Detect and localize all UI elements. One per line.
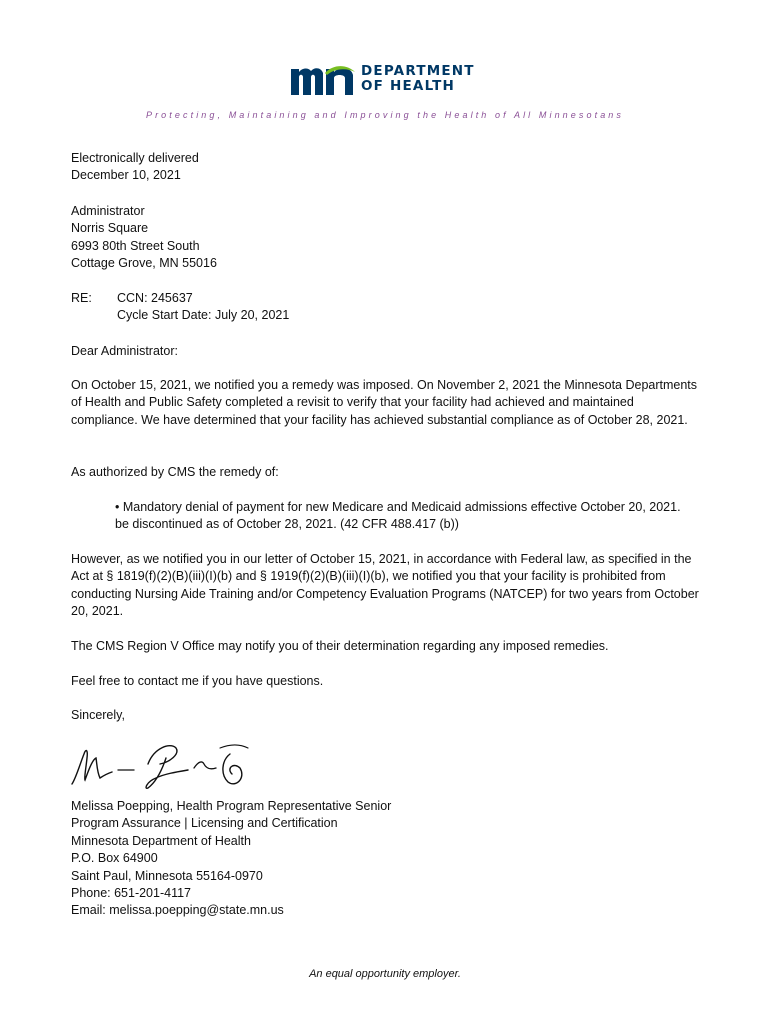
paragraph-contact: Feel free to contact me if you have questions.	[71, 674, 324, 688]
recipient-line: Cottage Grove, MN 55016	[71, 256, 217, 271]
remedy-bullet	[115, 499, 715, 534]
footer-equal-opportunity: An equal opportunity employer.	[309, 968, 461, 980]
recipient-line: Administrator	[71, 204, 145, 218]
tagline: Protecting, Maintaining and Improving the Health of All Minnesotans	[145, 110, 625, 120]
logo-line-2: OF HEALTH	[361, 77, 456, 94]
delivery-block	[71, 150, 711, 185]
mn-logo-mark-icon	[289, 63, 359, 97]
paragraph-remedy-notice: On October 15, 2021, we notified you a remedy was imposed. On November 2, 2021 the Minnesota Departments of Health and Public Safety completed a revisit to verify that your facility had achieved and maintained compliance. We have determined that your facility has achieved substantial compliance as of October 28, 2021.	[71, 378, 698, 427]
sender-line: P.O. Box 64900	[71, 851, 158, 866]
letter-date: December 10, 2021	[71, 168, 181, 183]
bullet-line: be discontinued as of October 28, 2021. (42 CFR 488.417 (b))	[115, 517, 459, 532]
salutation: Dear Administrator:	[71, 344, 178, 358]
mdh-logo	[289, 63, 489, 97]
re-label: RE:	[71, 291, 92, 305]
re-line: Cycle Start Date: July 20, 2021	[117, 308, 290, 323]
sender-line: Program Assurance | Licensing and Certification	[71, 816, 338, 831]
recipient-line: Norris Square	[71, 221, 149, 236]
delivery-method: Electronically delivered	[71, 151, 199, 165]
paragraph-natcep: However, as we notified you in our letter of October 15, 2021, in accordance with Federal law, as specified in the Act at § 1819(f)(2)(B)(iii)(I)(b) and § 1919(f)(2)(B)(iii)(I)(b), we notified you that your facility is prohibited from conducting Nursing Aide Training and/or Competency Evaluation Programs (NATCEP) for two years from October 20, 2021.	[71, 552, 699, 619]
paragraph-cms-region: The CMS Region V Office may notify you of their determination regarding any imposed remedies.	[71, 639, 609, 653]
sender-line: Melissa Poepping, Health Program Representative Senior	[71, 799, 392, 813]
recipient-address	[71, 203, 711, 273]
re-line: CCN: 245637	[117, 291, 193, 305]
sender-block	[71, 798, 711, 920]
closing: Sincerely,	[71, 708, 125, 722]
sender-line: Phone: 651-201-4117	[71, 886, 192, 901]
signature-image	[70, 738, 260, 794]
sender-line: Minnesota Department of Health	[71, 833, 251, 848]
recipient-line: 6993 80th Street South	[71, 238, 200, 253]
bullet-line: • Mandatory denial of payment for new Medicare and Medicaid admissions effective October 20, 2021.	[115, 500, 681, 514]
logo-line-1: DEPARTMENT	[361, 63, 475, 79]
sender-line: Saint Paul, Minnesota 55164-0970	[71, 868, 263, 883]
paragraph-cms-authorization: As authorized by CMS the remedy of:	[71, 465, 279, 479]
sender-email[interactable]: Email: melissa.poepping@state.mn.us	[71, 903, 284, 918]
